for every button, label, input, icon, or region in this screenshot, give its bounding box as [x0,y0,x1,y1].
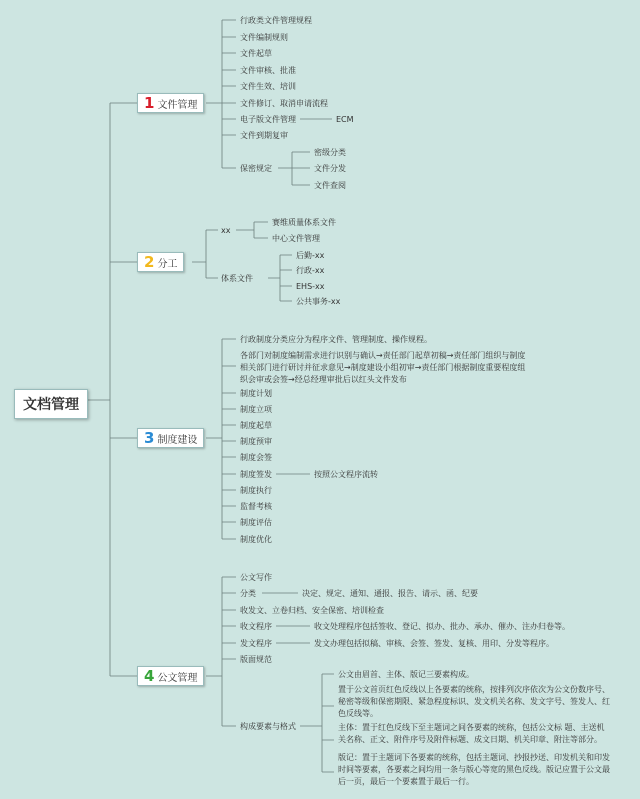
s4-item: 版面规范 [240,655,272,664]
s3-flow: 各部门对制度编制需求进行识别与确认→责任部门起草初稿→责任部门组织与制度相关部门进行研讨并征求意见→制度建设小组初审→责任部门根据制度重要程度组织会审或会签→经总经理审批后以红头文件发布 [240,351,526,384]
s4-item: 发文程序 [240,639,272,648]
s1-item: 文件生效、培训 [240,82,296,91]
s4-item: 收文程序 [240,622,272,631]
s1-secrecy-item: 文件查阅 [314,181,346,190]
section-2-label: 分工 [157,258,178,270]
s4-element: 置于公文首页红色反线以上各要素的统称，按排列次序依次为公文份数序号、秘密等级和保密期限、紧急程度标识、发文机关名称、发文字号、签发人、红色反线等。 [338,685,610,718]
section-3-number: 3 [144,429,155,447]
s4-element: 版记：置于主题词下各要素的统称，包括主题词、抄报抄送、印发机关和印发时间等要素，各要素之间均用一条与版心等宽的黑色反线。版记应置于公文最后一页，最后一个要素置于最后一行。 [338,753,610,786]
s3-item: 制度评估 [240,518,272,527]
s3-sign-note: 按照公文程序流转 [314,470,378,479]
section-1-node [137,93,204,113]
s4-element: 公文由眉首、主体、版记三要素构成。 [338,670,474,679]
s3-item: 制度起草 [240,421,272,430]
s3-item: 制度预审 [240,437,272,446]
s3-item: 制度执行 [240,486,272,495]
section-4-label: 公文管理 [157,672,198,684]
s2-system-item: 后勤-xx [296,251,325,260]
s2-xx-item: 赛维质量体系文件 [272,218,336,227]
s4-element: 主体：置于红色反线下至主题词之间各要素的统称，包括公文标 题、主送机关名称、正文、附件序号及附件标题、成文日期、机关印章、附注等部分。 [338,723,605,744]
s4-send-note: 发文办理包括拟稿、审核、会签、签发、复核、用印、分发等程序。 [314,639,554,648]
s4-receive-note: 收文处理程序包括签收、登记、拟办、批办、承办、催办、注办归卷等。 [314,622,570,631]
section-2-node [137,252,184,272]
s1-ecm: ECM [336,115,354,124]
s4-item: 收发文、立卷归档、安全保密、培训检查 [240,606,384,615]
s3-item: 监督考核 [240,502,272,511]
section-3-node [137,428,204,448]
s2-xx: xx [221,226,231,235]
s4-item: 分类 [240,589,256,598]
section-3-label: 制度建设 [157,434,198,446]
s2-system: 体系文件 [221,274,253,283]
s1-item: 行政类文件管理规程 [240,16,312,25]
s3-item: 制度优化 [240,535,272,544]
s3-item: 制度会签 [240,453,272,462]
s3-item: 制度计划 [240,389,272,398]
s1-secrecy-item: 文件分发 [314,164,346,173]
s3-item: 制度立项 [240,405,272,414]
section-4-number: 4 [144,667,155,685]
s3-item: 制度签发 [240,470,272,479]
s1-item: 文件编制规则 [240,33,288,42]
section-1-number: 1 [144,94,155,112]
s1-item: 文件修订、取消申请流程 [240,99,328,108]
s1-item: 文件审核、批准 [240,66,296,75]
s1-item: 文件起草 [240,49,272,58]
root-node: 文档管理 [14,389,88,419]
s4-item: 公文写作 [240,573,272,582]
s2-system-item: 公共事务-xx [296,297,341,306]
s1-item: 文件到期复审 [240,131,288,140]
section-4-node [137,666,204,686]
s2-xx-item: 中心文件管理 [272,234,320,243]
section-1-label: 文件管理 [157,99,198,111]
s1-secrecy-item: 密级分类 [314,148,346,157]
s4-item: 构成要素与格式 [240,722,296,731]
s3-intro: 行政制度分类应分为程序文件、管理制度、操作规程。 [240,335,432,344]
s2-system-item: 行政-xx [296,266,325,275]
s1-item: 保密规定 [240,164,272,173]
s1-item: 电子版文件管理 [240,115,296,124]
s4-category-note: 决定、规定、通知、通报、报告、请示、函、纪要 [302,589,478,598]
section-2-number: 2 [144,253,155,271]
s2-system-item: EHS-xx [296,282,325,291]
